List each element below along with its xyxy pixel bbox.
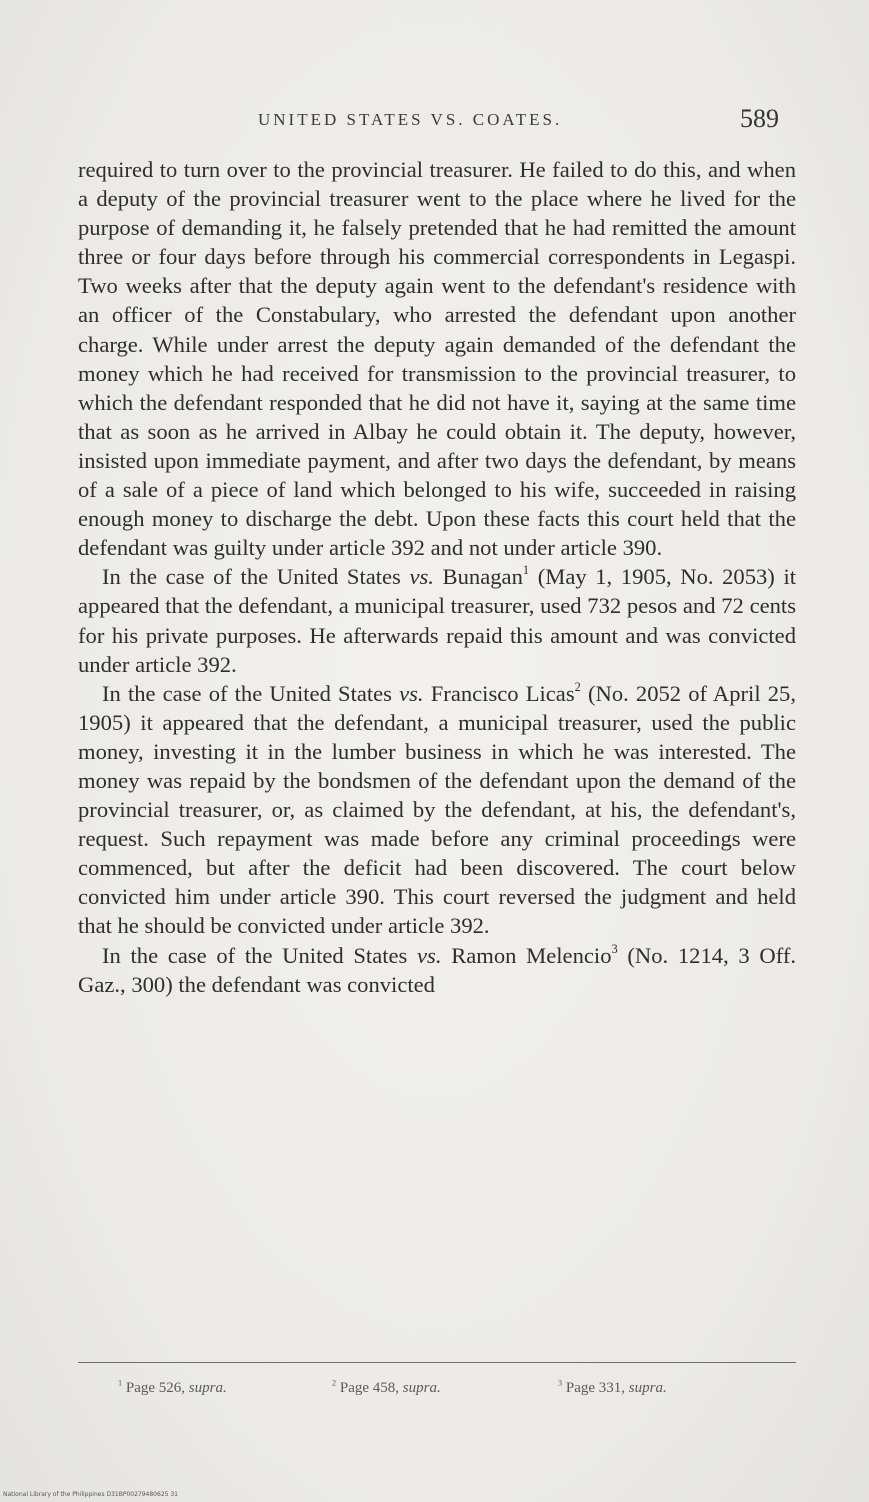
footnote-divider (78, 1362, 796, 1363)
footnote-1-text: Page 526, (125, 1380, 189, 1396)
library-watermark: National Library of the Philippines D31BP00279480625 31 (3, 1491, 178, 1498)
text-run: In the case of the United States (102, 680, 400, 706)
text-run: In the case of the United States (102, 564, 410, 590)
footnote-reference: 1 (522, 563, 530, 578)
footnote-3-italic: supra. (628, 1380, 667, 1396)
footnote-2-italic: supra. (402, 1380, 441, 1396)
text-run: Bunagan (433, 564, 523, 590)
footnote-reference: 3 (611, 941, 618, 956)
footnote-3-text: Page 331, (565, 1380, 629, 1396)
text-run: Ramon Melencio (441, 942, 612, 968)
paragraph (78, 679, 796, 941)
footnote-reference: 2 (574, 679, 581, 694)
text-run: required to turn over to the provincial treasurer. He failed to do this, and when a deputy of the provincial treasurer went to the place where he lived for the purpose of demanding it, he falsely pretended that he had remitted the amount three or four days before through his commercial correspondents in Legaspi. Two weeks after that the deputy again went to the defendant's residence with an officer of the Constabulary, who arrested the defendant upon another charge. While under arrest the deputy again demanded of the defendant the money which he had received for transmission to the provincial treasurer, to which the defendant responded that he did not have it, saying at the same time that as soon as he arrived in Albay he could obtain it. The deputy, however, insisted upon immediate payment, and after two days the defendant, by means of a sale of a piece of land which belonged to his wife, succeeded in raising enough money to discharge the debt. Upon these facts this court held that the defendant was guilty under article 392 and not under article 390. (78, 157, 796, 561)
running-head: UNITED STATES VS. COATES. (258, 110, 563, 129)
paragraph (78, 941, 796, 999)
footnote-1-italic: supra. (188, 1380, 227, 1396)
footnote-2-text: Page 458, (339, 1380, 403, 1396)
paragraph (78, 562, 796, 678)
text-run: (No. 2052 of April 25, 1905) it appeared that the defendant, a municipal treasurer, used the public money, investing it in the lumber business in which he was interested. The money was repaid by the bondsmen of the defendant upon the demand of the provincial treasurer, or, as claimed by the defendant, at his, the defendant's, request. Such repayment was made before any criminal proceedings were commenced, but after the deficit had been discovered. The court below convicted him under article 390. This court reversed the judgment and held that he should be convicted under article 392. (78, 680, 796, 939)
footnote-3-number: 3 (558, 1378, 563, 1388)
footnote-1 (118, 1380, 227, 1397)
footnote-2-number: 2 (332, 1378, 337, 1388)
footnote-2 (332, 1380, 441, 1397)
italic-text: vs. (399, 680, 424, 706)
paragraph (78, 155, 796, 562)
text-run: Francisco Licas (423, 680, 575, 706)
footnote-3 (558, 1380, 667, 1397)
text-run: (May 1, 1905, No. 2053) it appeared that the defendant, a municipal treasurer, used 732 pesos and 72 cents for his private purposes. He afterwards repaid this amount and was convicted under article 392. (78, 564, 796, 677)
footnote-1-number: 1 (118, 1378, 123, 1388)
text-run: In the case of the United States (102, 942, 418, 968)
text-run: (No. 1214, 3 Off. Gaz., 300) the defendant was convicted (78, 942, 797, 997)
body-text (78, 155, 796, 999)
italic-text: vs. (417, 942, 442, 968)
page-number: 589 (740, 104, 779, 133)
italic-text: vs. (409, 564, 434, 590)
